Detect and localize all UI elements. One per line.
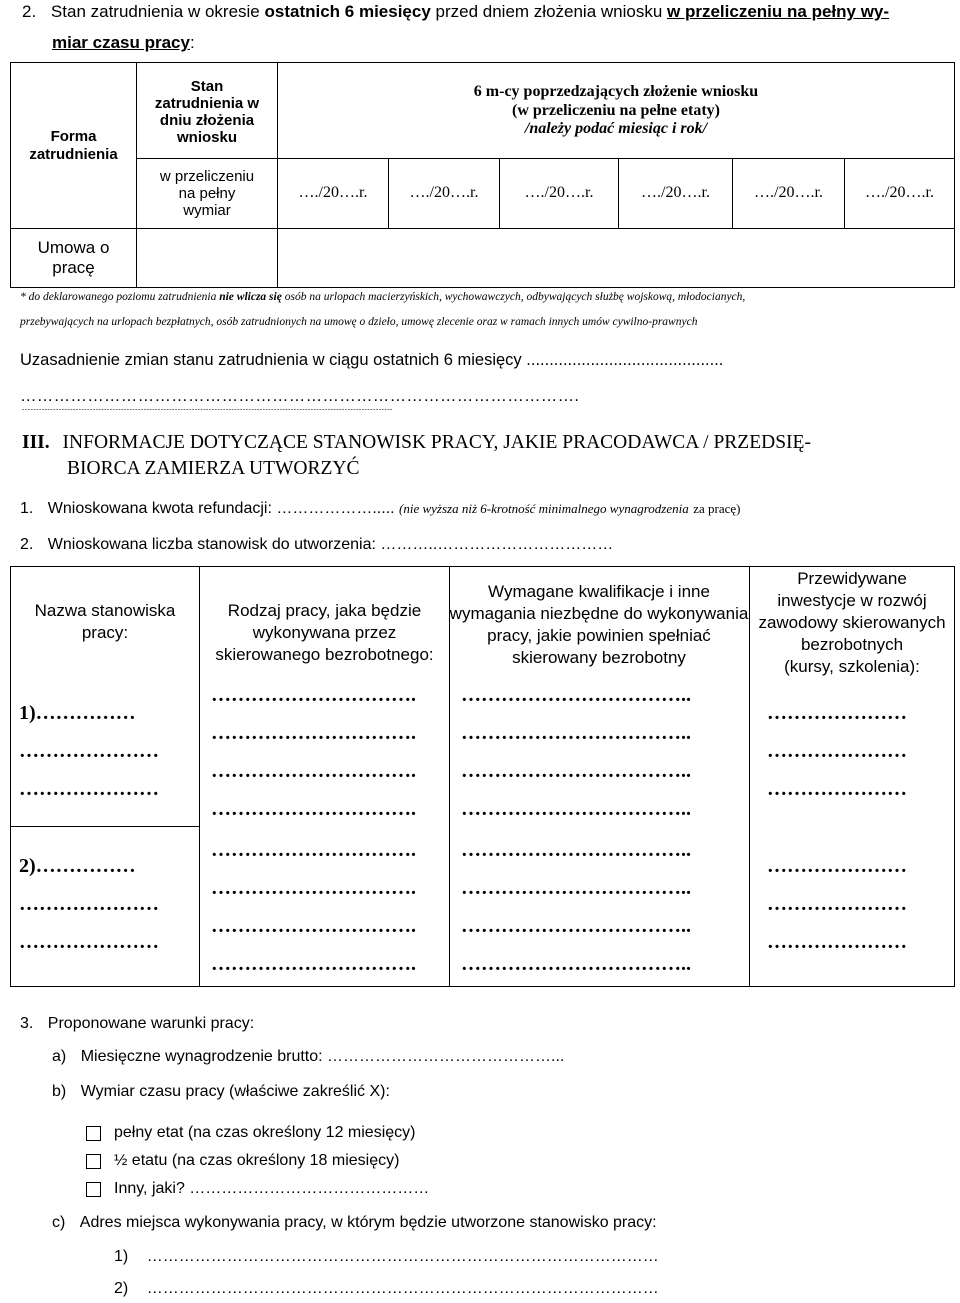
row2-position-name[interactable] [19, 847, 159, 961]
header-investments [750, 567, 954, 679]
dotted-line[interactable]: …………………………….. [461, 915, 691, 937]
header-line: dniu złożenia [159, 112, 255, 129]
section-number: 2. [22, 2, 37, 21]
dotted-line[interactable]: ………………… [19, 740, 159, 762]
form-header [11, 63, 136, 228]
row-label-line: pracę [52, 258, 95, 277]
header-line: wniosku [176, 129, 237, 147]
half-time-option-label: ½ etatu (na czas określony 18 miesięcy) [114, 1152, 400, 1169]
dotted-line[interactable]: …………………………. [211, 798, 416, 820]
header-line: wykonywana przez [252, 622, 397, 642]
footnote-line-2: przebywających na urlopach bezpłatnych, osób zatrudnionych na umowę o dzieło, umowę zlecenie oraz w ramach innych umów cywilno-prawnych [20, 316, 698, 328]
item-label: Adres miejsca wykonywania pracy, w którym będzie utworzone stanowisko pracy: [79, 1214, 657, 1231]
full-time-checkbox[interactable] [86, 1126, 101, 1141]
heading-bold-underlined: miar czasu pracy [52, 33, 190, 52]
header-line: Przewidywane [797, 568, 907, 588]
header-position-name [11, 577, 199, 667]
dotted-line[interactable]: …………………………….. [461, 839, 691, 861]
header-line: (kursy, szkolenia): [784, 657, 920, 677]
header-qualifications [436, 575, 762, 675]
dotted-line[interactable]: …………………………. [211, 877, 416, 899]
address-1-field[interactable]: …………………………………………………………………………………… [146, 1248, 659, 1265]
dotted-line[interactable]: 1)…………… [19, 702, 136, 724]
dotted-line[interactable]: …………………………….. [461, 953, 691, 975]
item-letter: a) [52, 1048, 67, 1065]
month-cell[interactable]: …./20….r. [865, 184, 934, 202]
dotted-line[interactable]: ………………… [767, 931, 907, 953]
work-time-row [52, 1083, 390, 1101]
dotted-line[interactable]: ………………… [767, 893, 907, 915]
section-3-heading [22, 432, 811, 454]
section-2-heading [22, 2, 889, 22]
dotted-line[interactable]: …………………………….. [461, 684, 691, 706]
row-label-employment-contract [11, 229, 136, 287]
header-line: wymiar [183, 202, 231, 220]
month-cell[interactable]: …./20….r. [409, 184, 479, 202]
month-cell[interactable]: …./20….r. [524, 184, 594, 202]
heading-colon: : [189, 33, 195, 52]
heading-text: Stan zatrudnienia w okresie [50, 2, 265, 21]
header-line: skierowany bezrobotny [512, 648, 686, 668]
item-label: Wymiar czasu pracy (właściwe zakreślić X): [80, 1083, 390, 1100]
status-header [137, 67, 277, 157]
full-time-option-label: pełny etat (na czas określony 12 miesięcy) [114, 1124, 416, 1141]
section-3-heading-cont: BIORCA ZAMIERZA UTWORZYĆ [67, 458, 360, 479]
dotted-line[interactable]: …………………………. [211, 760, 416, 782]
header-line: bezrobotnych [800, 635, 904, 655]
dotted-line[interactable]: …………………………….. [461, 877, 691, 899]
header-line: inwestycje w rozwój [777, 590, 927, 610]
row1-qualifications[interactable] [461, 676, 691, 828]
header-line: (w przeliczeniu na pełne etaty) [512, 101, 720, 119]
justification-dots[interactable]: ………………………………………………………………………………………. [20, 387, 580, 405]
section-2-heading-cont [52, 33, 195, 53]
row2-qualifications[interactable] [461, 831, 691, 983]
row1-position-name[interactable] [19, 694, 159, 808]
dotted-line[interactable]: ………………… [19, 778, 159, 800]
header-line: pracy: [81, 623, 129, 642]
header-line: Nazwa stanowiska [34, 600, 176, 620]
header-line: Wymagane kwalifikacje i inne [488, 581, 710, 601]
dotted-line[interactable]: ………………… [19, 893, 159, 915]
dotted-line[interactable]: …………………………….. [461, 760, 691, 782]
dotted-line[interactable]: ………………… [767, 702, 907, 724]
header-work-type [200, 583, 449, 683]
dotted-line[interactable]: …………………………. [211, 953, 416, 975]
positions-count-field[interactable]: Wnioskowana liczba stanowisk do utworzenia: ………..…………………………… [47, 536, 614, 553]
item-number: 3. [20, 1015, 34, 1032]
header-line: Forma [50, 128, 97, 146]
row-label-line: Umowa o [37, 238, 110, 258]
address-number: 1) [114, 1248, 129, 1265]
header-line: zatrudnienia w [154, 94, 260, 112]
dotted-line[interactable]: …………………………. [211, 684, 416, 706]
full-time-subheader [137, 159, 277, 228]
footnote-text: osób na urlopach macierzyńskich, wychowawczych, odbywających służbę wojskową, młodocianych, [281, 291, 746, 303]
other-time-checkbox[interactable] [86, 1182, 101, 1197]
header-line: 6 m-cy poprzedzających złożenie wniosku [473, 83, 759, 101]
month-cell[interactable]: …./20….r. [754, 184, 823, 202]
section-number: III. [22, 432, 50, 453]
dotted-line[interactable]: …………………………….. [461, 798, 691, 820]
dotted-line[interactable]: …………………………. [211, 722, 416, 744]
working-conditions-heading [20, 1015, 254, 1033]
refund-amount-field[interactable]: Wnioskowana kwota refundacji: ………………..... [47, 500, 395, 517]
work-address-row [52, 1214, 657, 1232]
footnote-text: * do deklarowanego poziomu zatrudnienia [20, 291, 220, 303]
footnote [20, 291, 745, 303]
refund-note-end: za pracę) [693, 501, 741, 516]
row2-investments[interactable] [767, 847, 907, 961]
dotted-line[interactable]: ………………… [767, 778, 907, 800]
row1-investments[interactable] [767, 694, 907, 808]
item-number: 2. [20, 536, 34, 553]
header-line: na pełny [178, 184, 236, 202]
address-1-row [114, 1248, 659, 1266]
header-line: w przeliczeniu [159, 167, 255, 185]
header-line: /należy podać miesiąc i rok/ [524, 120, 708, 138]
refund-note: (nie wyższa niż 6-krotność minimalnego wynagrodzenia [399, 501, 689, 516]
employment-table [10, 62, 955, 288]
dotted-line[interactable]: …………………………. [211, 915, 416, 937]
row2-work-type[interactable] [211, 831, 416, 983]
header-line: Stan [190, 77, 224, 95]
salary-row [52, 1048, 564, 1066]
dotted-line[interactable]: ………………… [767, 855, 907, 877]
section-title: INFORMACJE DOTYCZĄCE STANOWISK PRACY, JAKIE PRACODAWCA / PRZEDSIĘ- [62, 432, 811, 453]
salary-field[interactable]: Miesięczne wynagrodzenie brutto: ……………………………………... [80, 1048, 565, 1065]
header-line: pracy, jakie powinien spełniać [487, 626, 711, 645]
item-letter: c) [52, 1214, 66, 1231]
positions-count-row [20, 536, 613, 554]
heading-bold: ostatnich 6 miesięcy [264, 2, 431, 21]
address-2-field[interactable]: …………………………………………………………………………………… [146, 1280, 659, 1297]
month-cell[interactable]: …./20….r. [298, 184, 368, 202]
refund-amount-row [20, 500, 740, 518]
justification-dash-divider: ----------------------------------------------------------------------------------------------------------------------------------- [22, 405, 393, 413]
header-line: wymagania niezbędne do wykonywania [449, 603, 749, 623]
dotted-line[interactable]: ………………… [767, 740, 907, 762]
month-cell[interactable]: …./20….r. [641, 184, 710, 202]
half-time-checkbox[interactable] [86, 1154, 101, 1169]
dotted-line[interactable]: …………………………….. [461, 722, 691, 744]
heading-text: przed dniem złożenia wniosku [430, 2, 668, 21]
item-number: 1. [20, 500, 34, 517]
header-line: zatrudnienia [29, 145, 118, 163]
header-line: zawodowy skierowanych [758, 612, 946, 632]
dotted-line[interactable]: 2)…………… [19, 855, 136, 877]
dotted-line[interactable]: ………………… [19, 931, 159, 953]
months-header [278, 65, 954, 157]
positions-table [10, 566, 955, 987]
header-line: skierowanego bezrobotnego: [215, 645, 434, 665]
other-time-option-label[interactable]: Inny, jaki? ……………………………………… [114, 1180, 430, 1197]
item-label: Proponowane warunki pracy: [47, 1015, 255, 1032]
footnote-emphasis: nie wlicza się [219, 291, 282, 303]
row1-work-type[interactable] [211, 676, 416, 828]
header-line: Rodzaj pracy, jaka będzie [227, 600, 422, 620]
justification-label: Uzasadnienie zmian stanu zatrudnienia w ciągu ostatnich 6 miesięcy ........................................... [20, 351, 724, 369]
dotted-line[interactable]: …………………………. [211, 839, 416, 861]
address-number: 2) [114, 1280, 129, 1297]
address-2-row [114, 1280, 659, 1298]
item-letter: b) [52, 1083, 67, 1100]
heading-bold-underlined: w przeliczeniu na pełny wy- [667, 2, 890, 21]
